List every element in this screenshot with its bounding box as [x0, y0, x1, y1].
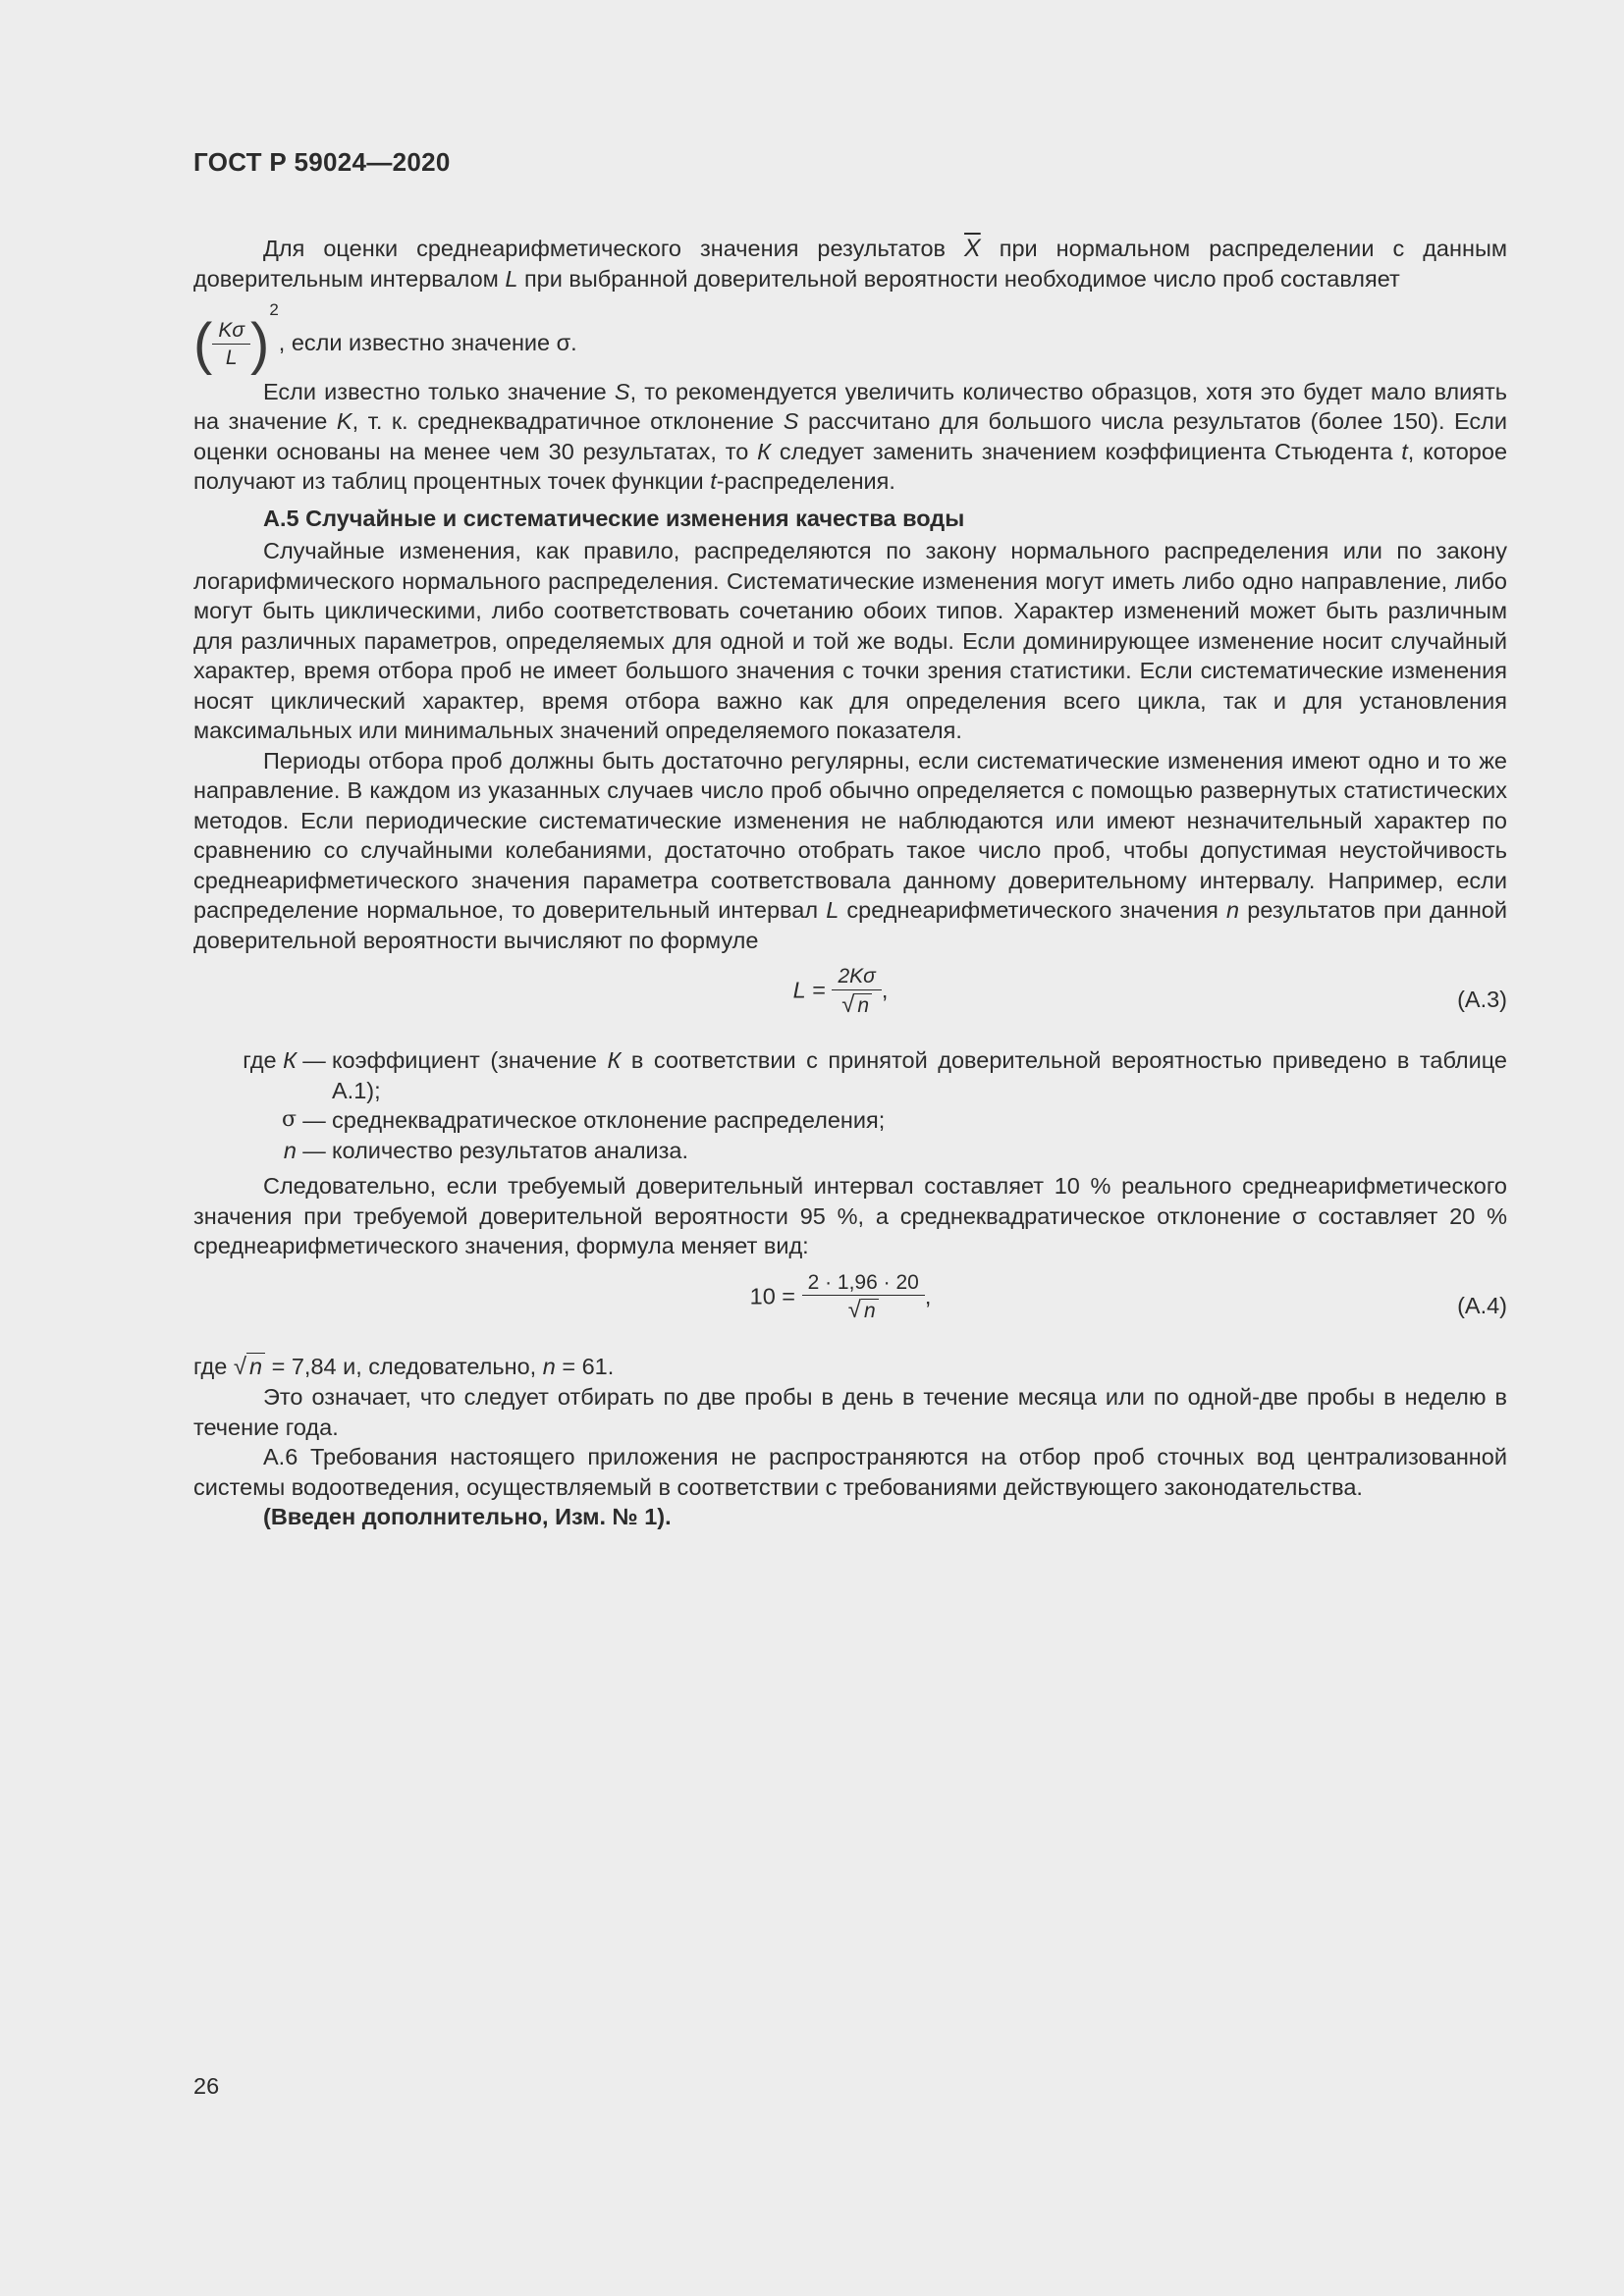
section-a5-title: А.5 Случайные и систематические изменения качества воды	[263, 505, 965, 531]
formula-a3-fraction: $\frac{2K\sigma}{√ n}$	[832, 965, 881, 1018]
amendment-note: (Введен дополнительно, Изм. № 1).	[263, 1504, 672, 1530]
sample-count-formula: ( $\frac{K\sigma}{L}$ )$^2$, если известно значение σ.	[193, 300, 577, 376]
paragraph-conclusion: Это означает, что следует отбирать по две пробы в день в течение месяца или по одной-две пробы в неделю в течение года.	[193, 1384, 1507, 1440]
paragraph-sample-count: Для оценки среднеарифметического значения результатов $\overline{X}$ при нормальном распределении с данным доверительным интервалом L при выбранной доверительной вероятности необходимое число проб составляет	[193, 235, 1507, 292]
definition-sigma: σ — среднеквадратическое отклонение распределения;	[281, 1107, 886, 1134]
xbar-symbol: $\overline{X}$	[964, 235, 981, 262]
paragraph-student-coefficient: Если известно только значение S, то рекомендуется увеличить количество образцов, хотя это будет мало влиять на значение K, т. к. среднеквадратичное отклонение S рассчитано для большого числа результатов (более 150). Если оценки основаны на менее чем 30 результатах, то К следует заменить значением коэффициента Стьюдента t, которое получают из таблиц процентных точек функции t-распределения.	[193, 378, 1508, 495]
page-number: 26	[193, 2073, 220, 2099]
sqrt-n: √ n	[234, 1352, 265, 1383]
definition-k: где К — коэффициент (значение К в соответствии с принятой доверительной вероятностью приведено в таблице А.1);	[243, 1047, 1507, 1103]
equation-number-a4: (А.4)	[1457, 1292, 1507, 1318]
paragraph-result: где √ n = 7,84 и, следовательно, n = 61.	[193, 1352, 1507, 1383]
sqrt-n: √ n	[841, 992, 872, 1019]
equation-number-a3: (А.3)	[1457, 987, 1507, 1013]
paragraph-random-changes: Случайные изменения, как правило, распределяются по закону нормального распределения или по закону логарифмического нормального распределения. Систематические изменения могут иметь либо одно направление, либо могут быть циклическими, либо соответствовать сочетанию обоих типов. Характер изменений может быть различным для различных параметров, определяемых для одной и той же воды. Если доминирующее изменение носит случайный характер, время отбора проб не имеет большого значения с точки зрения статистики. Если систематические изменения носят циклический характер, время отбора важно как для определения всего цикла, так и для установления максимальных или минимальных значений определяемого показателя.	[193, 538, 1507, 744]
formula-a4: 10 = $\frac{2 \cdot 1,96 \cdot 20}{√ n}$ , (А.4)	[749, 1270, 1507, 1324]
definitions-list	[193, 1045, 1507, 1165]
paragraph-sampling-periods: Периоды отбора проб должны быть достаточно регулярны, если систематические изменения имеют одно и то же направление. В каждом из указанных случаев число проб обычно определяется с помощью развернутых статистических методов. Если периодические систематические изменения не наблюдаются или имеют незначительный характер по сравнению со случайными колебаниями, достаточно отобрать такое число проб, чтобы допустимая неустойчивость среднеарифметического значения параметра соответствовала данному доверительному интервалу. Например, если распределение нормальное, то доверительный интервал L среднеарифметического значения n результатов при данной доверительной вероятности вычисляют по формуле	[193, 747, 1507, 953]
definition-n: n — количество результатов анализа.	[283, 1137, 689, 1163]
paragraph-a6: А.6 Требования настоящего приложения не распространяются на отбор проб сточных вод централизованной системы водоотведения, осуществляемый в соответствии с требованиями действующего законодательства.	[193, 1444, 1507, 1500]
sqrt-n: √ n	[848, 1298, 879, 1324]
formula-a3: L = $\frac{2K\sigma}{√ n}$ , (А.3)	[792, 965, 1507, 1018]
paragraph-example: Следовательно, если требуемый доверительный интервал составляет 10 % реального среднеарифметического значения при требуемой доверительной вероятности 95 %, а среднеквадратическое отклонение σ составляет 20 % среднеарифметического значения, формула меняет вид:	[193, 1173, 1507, 1259]
k-sigma-over-l: $\frac{K\sigma}{L}$	[212, 319, 250, 369]
document-header: ГОСТ Р 59024—2020	[193, 147, 451, 177]
document-body	[193, 234, 1507, 1532]
formula-a4-fraction: $\frac{2 \cdot 1,96 \cdot 20}{√ n}$	[802, 1271, 925, 1324]
